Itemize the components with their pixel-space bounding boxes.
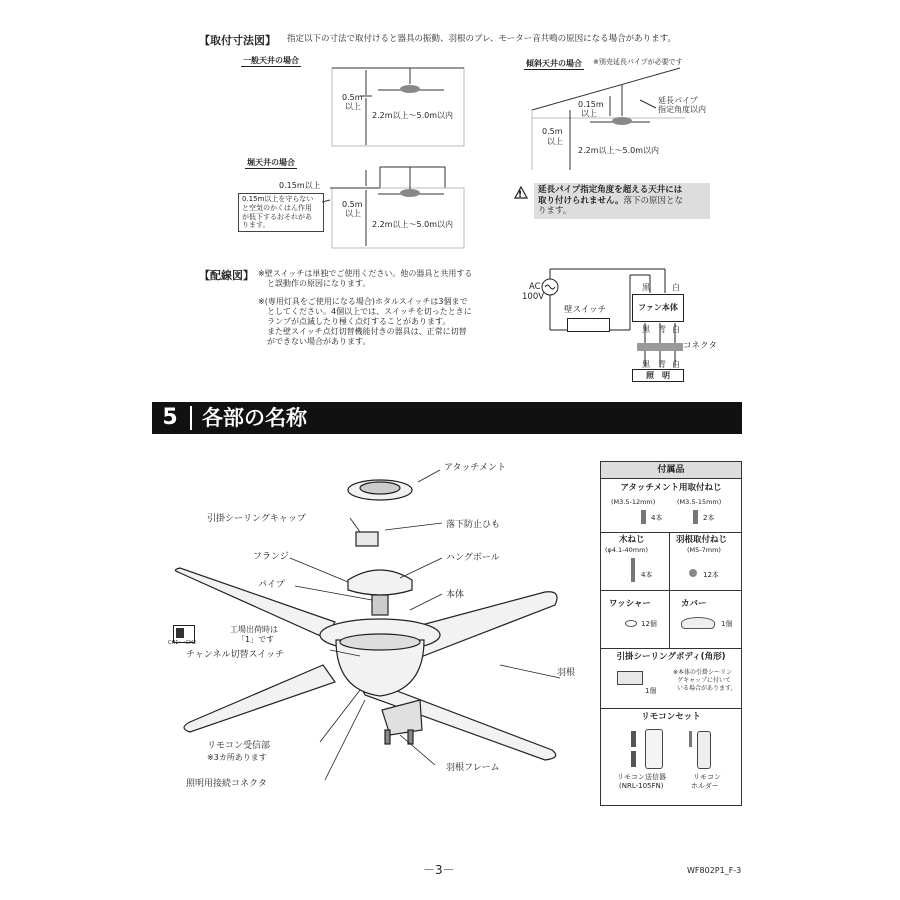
- wire-black-bot: 黒: [642, 360, 650, 369]
- pit-note: 0.15m以上を守らない と空気のかくはん作用 が低下するおそれがあ ります。: [238, 193, 324, 232]
- washer-icon: [625, 620, 637, 627]
- pit-05m-above: 以上: [345, 209, 361, 218]
- wire-white-mid: 白: [672, 325, 680, 334]
- ac-voltage: 100V: [522, 292, 545, 302]
- normal-05m-above: 以上: [345, 102, 361, 111]
- slope-note: ※別売延長パイプが必要です: [593, 58, 683, 66]
- wiring-note1-l2: と誤動作の原因になります。: [267, 279, 371, 288]
- normal-ceiling-label: 一般天井の場合: [243, 56, 299, 65]
- blade-screw-title: 羽根取付ねじ: [676, 535, 728, 545]
- label-receiver: リモコン受信部: [207, 741, 271, 751]
- light-box: 照 明: [632, 369, 684, 382]
- wire-black-mid: 黒: [642, 325, 650, 334]
- section-title: 各部の名称: [202, 406, 307, 430]
- doc-code: WF802P1_F-3: [687, 866, 742, 875]
- washer-qty: 12個: [641, 620, 657, 628]
- wire-black-top: 黒: [642, 283, 650, 292]
- wood-screw-size: (φ4.1-40mm): [605, 546, 648, 554]
- label-ceiling-cap: 引掛シーリングキャップ: [207, 514, 306, 524]
- slope-05m-above: 以上: [547, 137, 563, 146]
- fan-body-box: ファン本体: [632, 294, 684, 322]
- wire-blue-bot: 青: [658, 360, 666, 369]
- pit-height: 2.2m以上～5.0m以内: [372, 220, 454, 229]
- wiring-title: 【配線図】: [199, 269, 254, 282]
- section-header: [152, 402, 742, 434]
- holder-label-1: リモコン: [693, 773, 721, 781]
- label-fall-string: 落下防止ひも: [446, 520, 501, 530]
- section-divider: [190, 406, 192, 430]
- holder-label-2: ホルダー: [691, 782, 719, 790]
- normal-height: 2.2m以上～5.0m以内: [372, 111, 454, 120]
- normal-05m: 0.5m: [342, 93, 363, 102]
- battery-icon: [631, 731, 636, 747]
- ceiling-body-icon: [617, 671, 643, 685]
- slope-015m-above: 以上: [581, 109, 597, 118]
- att-screw-m2-qty: 2本: [703, 514, 715, 522]
- att-screws-title: アタッチメント用取付ねじ: [620, 483, 722, 493]
- blade-screw-icon: [689, 569, 697, 577]
- wire-white-top: 白: [672, 283, 680, 292]
- wood-screw-qty: 4本: [641, 571, 653, 579]
- wiring-note2-l3: ランプが点滅したり極く点灯することがあります。: [267, 317, 451, 326]
- mount-title: 【取付寸法図】: [199, 34, 276, 47]
- att-screw-m1: (M3.5-12mm): [611, 498, 656, 506]
- mount-description: 指定以下の寸法で取付けると器具の振動、羽根のブレ、モーター音共鳴の原因になる場合があります。: [287, 34, 676, 44]
- wiring-note2-l5: ができない場合があります。: [267, 337, 371, 346]
- wiring-note1-l1: ※壁スイッチは単独でご使用ください。他の器具と共用する: [258, 269, 473, 278]
- wood-screw-title: 木ねじ: [619, 535, 645, 545]
- wiring-note2-l2: としてください。4個以上では、スイッチを切ったときに: [267, 307, 472, 316]
- screw-icon: [693, 510, 698, 524]
- wiring-note2-l4: また壁スイッチ点灯切替機能付きの器具は、正常に切替: [267, 327, 467, 336]
- cover-title: カバー: [681, 599, 707, 609]
- cover-qty: 1個: [721, 620, 733, 628]
- ch-label: CH1⟷CH2: [168, 640, 197, 646]
- transmitter-label: リモコン送信器: [617, 773, 666, 781]
- svg-text:!: !: [518, 190, 523, 200]
- transmitter-model: (NRL-105FN): [619, 782, 664, 790]
- factory-note-2: 「1」です: [237, 635, 275, 644]
- pit-ceiling-label: 堀天井の場合: [247, 158, 295, 167]
- label-attachment: アタッチメント: [444, 463, 507, 473]
- label-pipe: パイプ: [258, 580, 285, 590]
- battery-icon: [631, 751, 636, 767]
- ceiling-body-note-2: グキャップに付いて: [677, 677, 732, 684]
- ceiling-body-title: 引掛シーリングボディ(角形): [616, 652, 726, 662]
- pit-015m: 0.15m以上: [279, 181, 321, 190]
- cover-icon: [681, 617, 715, 629]
- label-blade: 羽根: [557, 668, 576, 678]
- label-body: 本体: [446, 590, 465, 600]
- receiver-note: ※3カ所あります: [207, 753, 267, 762]
- ac-label: AC: [529, 282, 541, 292]
- blade-screw-size: (M5-7mm): [687, 546, 721, 554]
- slope-05m: 0.5m: [542, 127, 563, 136]
- wall-switch-label: 壁スイッチ: [564, 305, 607, 315]
- screw-icon: [641, 510, 646, 524]
- blade-screw-qty: 12本: [703, 571, 719, 579]
- pipe-label-2: 指定角度以内: [658, 105, 706, 114]
- page-number: －3－: [423, 863, 455, 877]
- ceiling-body-note-3: いる場合があります。: [677, 685, 737, 692]
- remote-holder-icon: [697, 731, 711, 769]
- wiring-diagram: [515, 255, 715, 390]
- remote-set-title: リモコンセット: [641, 712, 701, 722]
- pipe-label-1: 延長パイプ: [658, 96, 698, 105]
- slope-warning: 延長パイプ指定角度を超える天井には 取り付けられません。落下の原因とな ります。: [534, 183, 710, 219]
- pit-05m: 0.5m: [342, 200, 363, 209]
- label-flange: フランジ: [253, 552, 289, 562]
- factory-note-1: 工場出荷時は: [230, 625, 278, 634]
- label-blade-frame: 羽根フレーム: [446, 763, 500, 773]
- ceiling-body-qty: 1個: [645, 687, 657, 695]
- label-light-connector: 照明用接続コネクタ: [186, 779, 267, 789]
- connector-label: コネクタ: [683, 341, 717, 351]
- slope-ceiling-label: 傾斜天井の場合: [526, 59, 582, 68]
- label-hang-ball: ハングボール: [446, 553, 500, 563]
- ceiling-body-note-1: ※本体の引掛シーリン: [673, 669, 733, 676]
- wire-white-bot: 白: [672, 360, 680, 369]
- slope-height: 2.2m以上～5.0m以内: [578, 146, 660, 155]
- slope-015m: 0.15m: [578, 100, 604, 109]
- att-screw-m1-qty: 4本: [651, 514, 663, 522]
- att-screw-m2: (M3.5-15mm): [677, 498, 722, 506]
- remote-transmitter-icon: [645, 729, 663, 769]
- washer-title: ワッシャー: [609, 599, 651, 609]
- wire-blue-mid: 青: [658, 325, 666, 334]
- accessories-panel: [600, 461, 742, 806]
- wiring-note2-l1: ※(専用灯具をご使用になる場合)ホタルスイッチは3個まで: [258, 297, 468, 306]
- wall-switch-box: [567, 318, 610, 332]
- wood-screw-icon: [631, 558, 635, 582]
- label-ch-switch: チャンネル切替スイッチ: [186, 650, 285, 660]
- screw-icon: [689, 731, 692, 747]
- section-number: 5: [162, 405, 178, 430]
- accessories-title: 付属品: [601, 462, 741, 479]
